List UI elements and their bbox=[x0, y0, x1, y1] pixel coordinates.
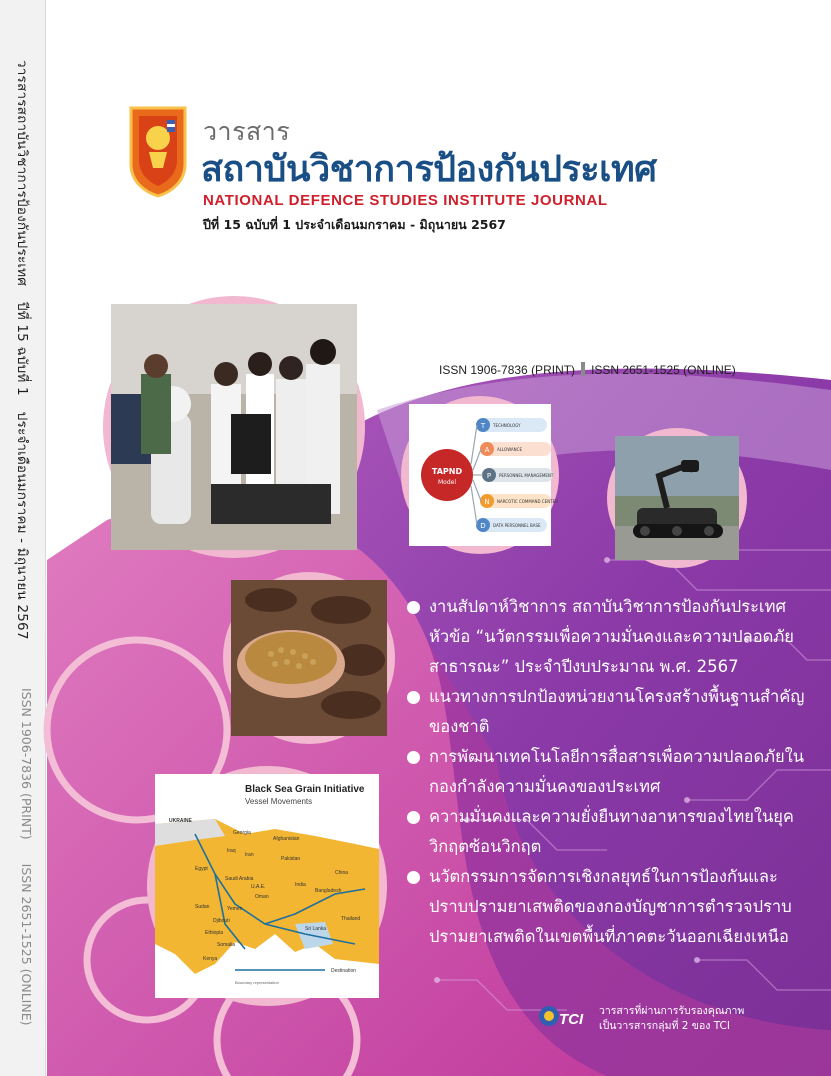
contents-item bbox=[407, 802, 807, 862]
issn-online: ISSN 2651-1525 (ONLINE) bbox=[591, 363, 736, 377]
contents-list bbox=[407, 592, 807, 952]
tci-logo-text: TCI bbox=[559, 1011, 584, 1028]
map-label: Sri Lanka bbox=[305, 926, 327, 932]
contents-item-text: งานสัปดาห์วิชาการ สถาบันวิชาการป้องกันประเทศ หัวข้อ “นวัตกรรมเพื่อความมั่นคงและความปลอดภัยสาธารณะ” ประจำปีงบประมาณ พ.ศ. 2567 bbox=[429, 597, 794, 676]
photo-grain-hands bbox=[223, 572, 395, 744]
bullet-dot-icon bbox=[407, 691, 420, 704]
map-subtitle: Vessel Movements bbox=[245, 797, 313, 806]
contents-item-text: การพัฒนาเทคโนโลยีการสื่อสารเพื่อความปลอดภัยในกองกำลังความมั่นคงของประเทศ bbox=[429, 747, 805, 796]
tapnd-label-t: TECHNOLOGY bbox=[493, 423, 521, 428]
tapnd-label-d: DATA PERSONNEL BASE bbox=[493, 523, 541, 528]
tci-text bbox=[599, 1004, 744, 1034]
map-label: Afghanistan bbox=[273, 836, 300, 842]
contents-item bbox=[407, 592, 807, 682]
map-legend-destination: Destination bbox=[331, 968, 357, 974]
spine-issn-online: ISSN 2651-1525 (ONLINE) bbox=[19, 863, 34, 1026]
contents-item bbox=[407, 682, 807, 742]
bullet-dot-icon bbox=[407, 871, 420, 884]
tapnd-center: TAPND bbox=[431, 467, 463, 476]
photo-students-robot bbox=[103, 296, 365, 558]
tapnd-letter-t: T bbox=[480, 422, 486, 430]
map-label: Iraq bbox=[227, 848, 236, 854]
bullet-dot-icon bbox=[407, 601, 420, 614]
spine bbox=[0, 0, 46, 1076]
spine-issue: ปีที่ 15 ฉบับที่ 1 bbox=[14, 302, 30, 396]
map-label: UKRAINE bbox=[169, 818, 192, 824]
map-label: Sudan bbox=[195, 904, 210, 910]
contents-item-text: นวัตกรรมการจัดการเชิงกลยุทธ์ในการป้องกันและปราบปรามยาเสพติดของกองบัญชาการตำรวจปราบปรามยาเสพติดในเขตพื้นที่ภาคตะวันออกเฉียงเหนือ bbox=[429, 867, 792, 946]
journal-title-english: NATIONAL DEFENCE STUDIES INSTITUTE JOURNAL bbox=[203, 192, 608, 209]
map-label: Djibouti bbox=[213, 918, 230, 924]
spine-journal-title: วารสารสถาบันวิชาการป้องกันประเทศ bbox=[14, 60, 30, 287]
contents-item bbox=[407, 862, 807, 952]
map-label: Yemen bbox=[227, 906, 243, 912]
map-label: Kenya bbox=[203, 956, 218, 962]
journal-title-prefix: วารสาร bbox=[203, 117, 291, 146]
issn-print: ISSN 1906-7836 (PRINT) bbox=[439, 363, 576, 377]
tapnd-letter-d: D bbox=[480, 522, 486, 530]
map-label: Ethiopia bbox=[205, 930, 224, 936]
tci-line-2: เป็นวารสารกลุ่มที่ 2 ของ TCI bbox=[599, 1020, 730, 1032]
tapnd-letter-p: P bbox=[486, 472, 492, 480]
map-label: India bbox=[295, 882, 306, 888]
tapnd-label-p: PERSONNEL MANAGEMENT bbox=[499, 473, 554, 478]
spine-title bbox=[12, 60, 34, 640]
map-label: Saudi Arabia bbox=[225, 876, 254, 882]
contents-item-text: ความมั่นคงและความยั่งยืนทางอาหารของไทยในยุควิกฤตซ้อนวิกฤต bbox=[429, 807, 794, 856]
tci-badge bbox=[537, 1000, 797, 1040]
map-label: China bbox=[335, 870, 349, 876]
contents-item bbox=[407, 742, 807, 802]
bullet-dot-icon bbox=[407, 751, 420, 764]
map-label: Iran bbox=[245, 852, 254, 858]
spine-issn-print: ISSN 1906-7836 (PRINT) bbox=[19, 688, 34, 840]
contents-item-text: แนวทางการปกป้องหน่วยงานโครงสร้างพื้นฐานสำคัญของชาติ bbox=[429, 687, 805, 736]
map-label: Georgia bbox=[233, 830, 251, 836]
issue-line: ปีที่ 15 ฉบับที่ 1 ประจำเดือนมกราคม - มิถุนายน 2567 bbox=[203, 217, 506, 232]
tci-logo-icon bbox=[537, 1002, 595, 1036]
map-label: Oman bbox=[255, 894, 269, 900]
journal-cover bbox=[47, 0, 831, 1076]
tci-line-1: วารสารที่ผ่านการรับรองคุณภาพ bbox=[599, 1005, 745, 1017]
tapnd-letter-n: N bbox=[484, 498, 490, 506]
photo-ground-robot bbox=[607, 428, 747, 568]
issn-line bbox=[439, 362, 736, 377]
map-label: U.A.E. bbox=[251, 884, 266, 890]
photo-grain-map bbox=[147, 766, 387, 1006]
map-label: Egypt bbox=[195, 866, 208, 872]
map-label: Bangladesh bbox=[315, 888, 342, 894]
spine-issn bbox=[19, 688, 34, 1025]
bullet-dot-icon bbox=[407, 811, 420, 824]
journal-title: สถาบันวิชาการป้องกันประเทศ bbox=[201, 149, 657, 190]
map-label: Somalia bbox=[217, 942, 236, 948]
tapnd-label-n: NARCOTIC COMMAND CENTER bbox=[497, 499, 558, 504]
spine-period: ประจำเดือนมกราคม - มิถุนายน 2567 bbox=[14, 411, 30, 640]
tapnd-letter-a: A bbox=[484, 446, 490, 454]
issn-separator bbox=[581, 362, 585, 376]
map-label: Thailand bbox=[341, 916, 361, 922]
map-footnote: Boundary representation bbox=[235, 980, 279, 985]
institute-logo bbox=[127, 102, 189, 198]
map-title: Black Sea Grain Initiative bbox=[245, 784, 365, 795]
photo-tapnd-model bbox=[401, 396, 559, 554]
map-label: Pakistan bbox=[281, 856, 301, 862]
tapnd-label-a: ALLOWANCE bbox=[497, 447, 522, 452]
tapnd-center-sub: Model bbox=[437, 479, 457, 486]
